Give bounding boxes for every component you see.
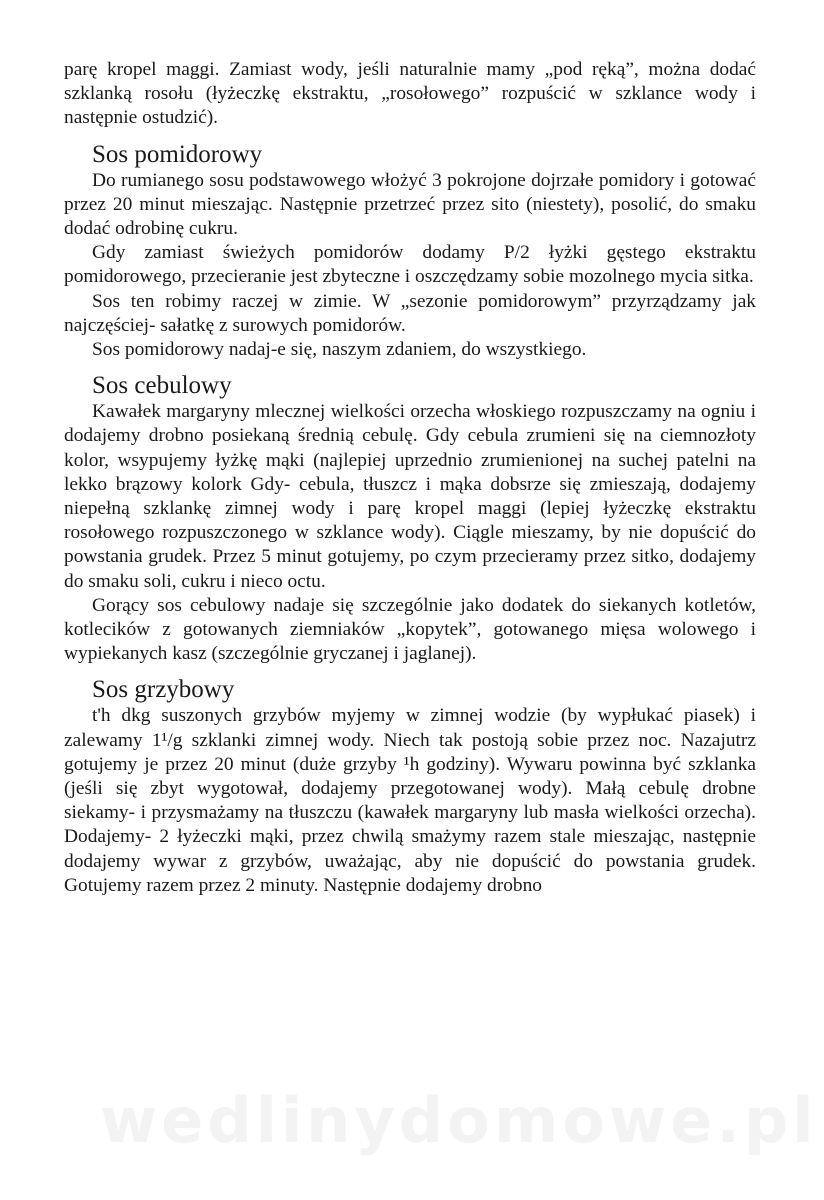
section-gap [64, 362, 756, 372]
watermark: wedlinydomowe.pl [100, 1084, 818, 1157]
paragraph: Sos ten robimy raczej w zimie. W „sezonie pomidorowym” przyrządzamy jak najczęściej- sałatkę z surowych pomidorów. [64, 290, 756, 336]
paragraph: Gdy zamiast świeżych pomidorów dodamy P/2 łyżki gęstego ekstraktu pomidorowego, przecieranie jest zbyteczne i oszczędzamy sobie mozolnego mycia sitka. [64, 242, 756, 288]
document-page [64, 58, 756, 898]
section-title-sos-pomidorowy: Sos pomidorowy [92, 140, 263, 168]
section-gap [64, 131, 756, 141]
paragraph: Sos pomidorowy nadaj-e się, naszym zdaniem, do wszystkiego. [92, 339, 587, 361]
intro-paragraph: parę kropel maggi. Zamiast wody, jeśli naturalnie mamy „pod ręką”, można dodać szklanką rosołu (łyżeczkę ekstraktu, „rosołowego” rozpuścić w szklance wody i następnie ostudzić). [64, 59, 756, 129]
paragraph: t'h dkg suszonych grzybów myjemy w zimnej wodzie (by wypłukać piasek) i zalewamy 1¹/g szklanki zimnej wody. Niech tak postoją sobie przez noc. Nazajutrz gotujemy je przez 20 minut (duże grzyby ¹h godziny). Wywaru powinna być szklanka (jeśli się zbyt wygotował, dodajemy przegotowanej wody). Małą cebulę drobne siekamy- i przysmażamy na tłuszczu (kawałek margaryny lub masła wielkości orzecha). Dodajemy- 2 łyżeczki mąki, przez chwilą smażymy razem stale mieszając, następnie dodajemy wywar z grzybów, uważając, aby nie dopuścić do powstania grudek. Gotujemy razem przez 2 minuty. Następnie dodajemy drobno [64, 705, 756, 896]
section-title-sos-cebulowy: Sos cebulowy [92, 372, 232, 400]
paragraph: Kawałek margaryny mlecznej wielkości orzecha włoskiego rozpuszczamy na ogniu i dodajemy drobno posiekaną średnią cebulę. Gdy cebula zrumieni się na ciemnozłoty kolor, wsypujemy łyżkę mąki (najlepiej uprzednio zrumienionej na suchej patelni na lekko brązowy kolork Gdy- cebula, tłuszcz i mąka dobsrze się zmieszają, dodajemy niepełną szklankę zimnej wody i parę kropel maggi (lepiej łyżeczkę ekstraktu rosołowego rozpuszczonego w szklance wody). Ciągle mieszamy, by nie dopuścić do powstania grudek. Przez 5 minut gotujemy, po czym przecieramy przez sitko, dodajemy do smaku soli, cukru i nieco octu. [64, 401, 756, 592]
paragraph: Do rumianego sosu podstawowego włożyć 3 pokrojone dojrzałe pomidory i gotować przez 20 minut mieszając. Następnie przetrzeć przez sito (niestety), posolić, do smaku dodać odrobinę cukru. [64, 169, 756, 240]
paragraph: Gorący sos cebulowy nadaje się szczególnie jako dodatek do siekanych kotletów, kotlecików z gotowanych ziemniaków „kopytek”, gotowanego mięsa wolowego i wypiekanych kasz (szczególnie gryczanej i jaglanej). [64, 594, 756, 665]
section-title-sos-grzybowy: Sos grzybowy [92, 676, 235, 704]
section-gap [64, 666, 756, 676]
